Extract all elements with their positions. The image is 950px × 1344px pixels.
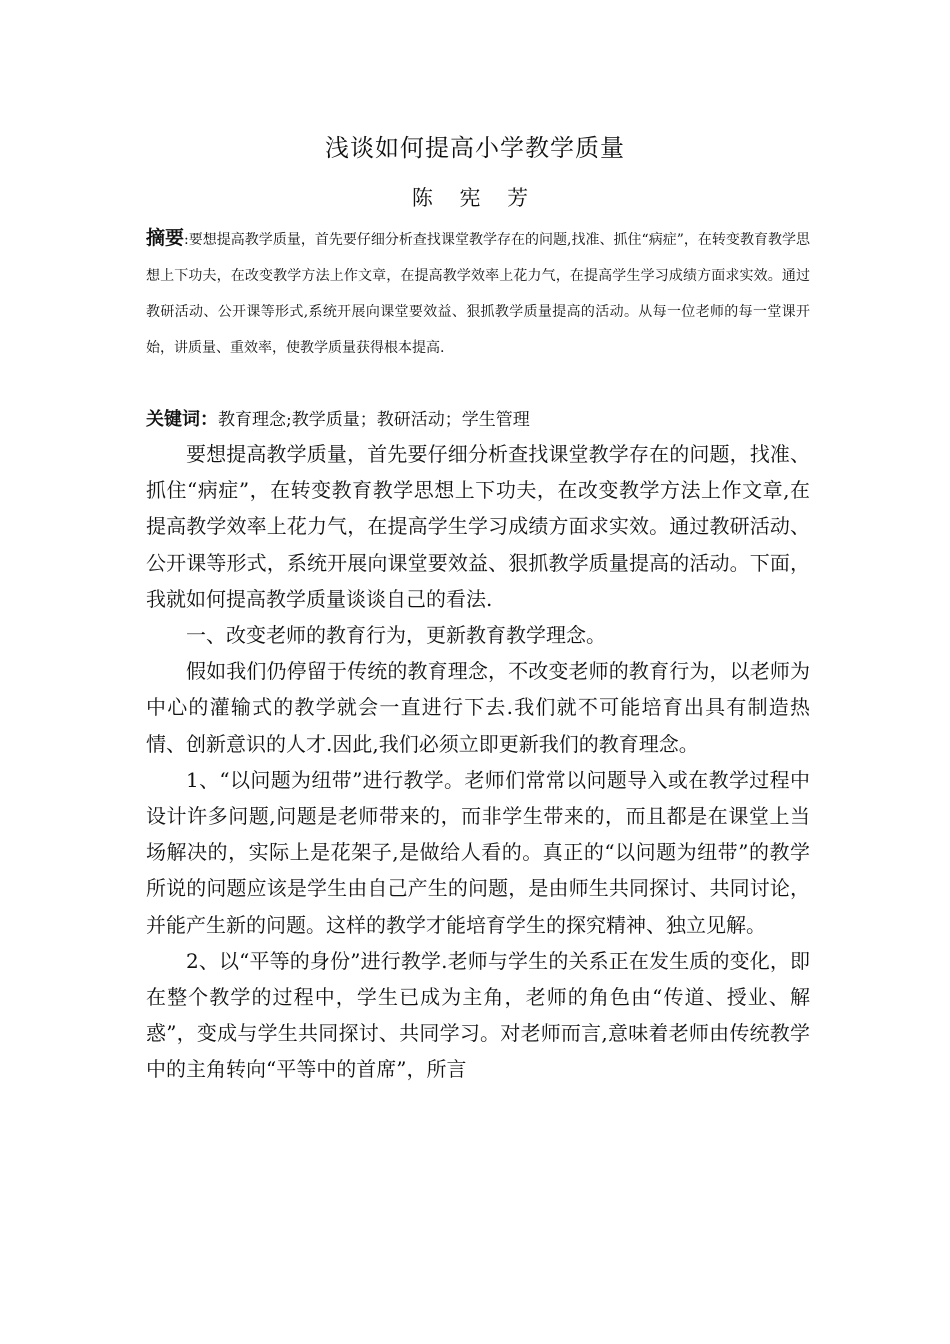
document-title: 浅谈如何提高小学教学质量: [325, 134, 625, 162]
keywords-label: 关键词：: [146, 409, 218, 430]
keywords-section: [146, 402, 810, 438]
body-paragraph: 2、以“平等的身份”进行教学.老师与学生的关系正在发生质的变化，即在整个教学的过程中，学生已成为主角，老师的角色由“传道、授业、解惑”，变成与学生共同探讨、共同学习。对老师而言,意味着老师由传统教学中的主角转向“平等中的首席”，所言: [146, 948, 810, 1082]
body-paragraph: 1、“以问题为纽带”进行教学。老师们常常以问题导入或在教学过程中设计许多问题,问题是老师带来的，而非学生带来的，而且都是在课堂上当场解决的，实际上是花架子,是做给人看的。真正的“以问题为纽带”的教学所说的问题应该是学生由自己产生的问题，是由师生共同探讨、共同讨论，并能产生新的问题。这样的教学才能培育学生的探究精神、独立见解。: [146, 767, 810, 937]
section-heading: 一、改变老师的教育行为，更新教育教学理念。: [186, 623, 606, 648]
abstract-section: [146, 220, 810, 366]
abstract-label: 摘要: [146, 227, 185, 249]
body-paragraph: 要想提高教学质量，首先要仔细分析查找课堂教学存在的问题，找准、抓住“病症”，在转变教育教学思想上下功夫，在改变教学方法上作文章,在提高教学效率上花力气，在提高学生学习成绩方面求实效。通过教研活动、公开课等形式，系统开展向课堂要效益、狠抓教学质量提高的活动。下面，我就如何提高教学质量谈谈自己的看法.: [146, 442, 810, 611]
abstract-text: :要想提高教学质量，首先要仔细分析查找课堂教学存在的问题,找准、抓住“病症”，在转变教育教学思想上下功夫，在改变教学方法上作文章，在提高教学效率上花力气，在提高学生学习成绩方面求实效。通过教研活动、公开课等形式,系统开展向课堂要效益、狠抓教学质量提高的活动。从每一位老师的每一堂课开始，讲质量、重效率，使教学质量获得根本提高.: [146, 232, 810, 356]
body-paragraph: 假如我们仍停留于传统的教育理念，不改变老师的教育行为，以老师为中心的灌输式的教学就会一直进行下去.我们就不可能培育出具有制造热情、创新意识的人才.因此,我们必须立即更新我们的教育理念。: [146, 659, 810, 756]
author-name: 陈 宪 芳: [411, 186, 539, 210]
keywords-text: 教育理念;教学质量；教研活动；学生管理: [218, 410, 530, 430]
body-text: [146, 436, 810, 1088]
